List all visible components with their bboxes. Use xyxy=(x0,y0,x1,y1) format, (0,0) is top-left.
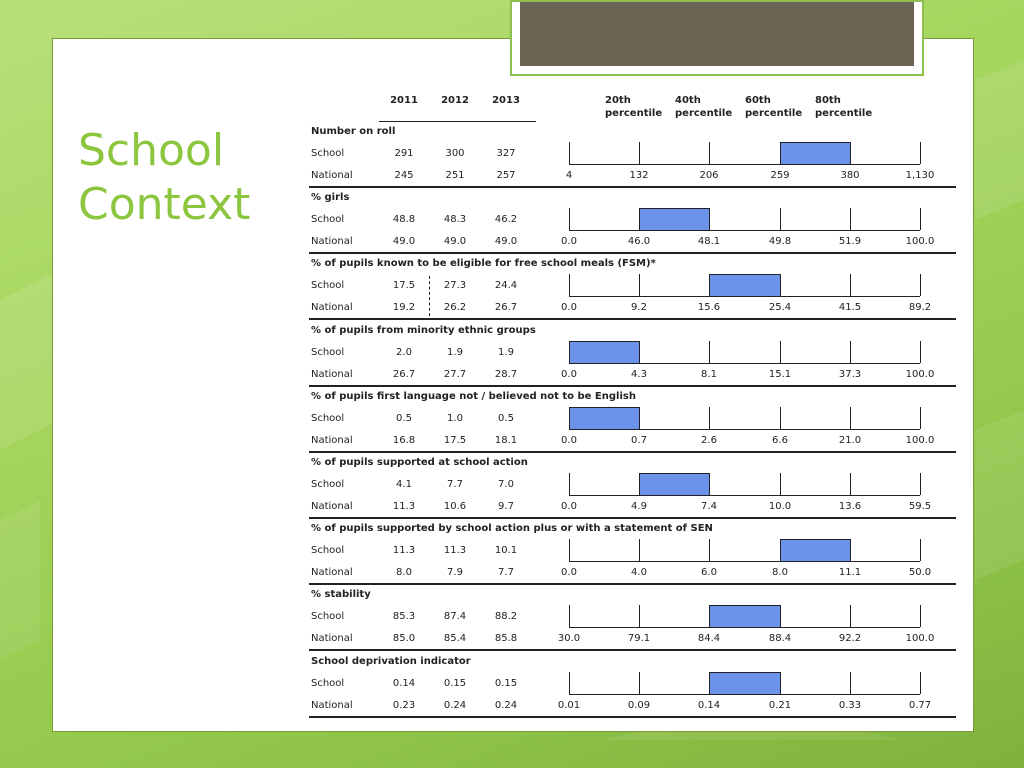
percentile-tick xyxy=(569,672,570,694)
percentile-scale-value: 15.6 xyxy=(697,302,721,314)
percentile-scale-value: 50.0 xyxy=(908,567,932,579)
year-header: 2011 xyxy=(390,95,418,106)
national-row-label: National xyxy=(311,434,353,446)
percentile-scale-value: 100.0 xyxy=(905,236,935,248)
percentile-scale-value: 25.4 xyxy=(768,302,792,314)
national-value: 17.5 xyxy=(443,434,467,446)
percentile-scale-value: 0.0 xyxy=(561,368,577,380)
percentile-scale-value: 6.6 xyxy=(772,434,788,446)
percentile-baseline xyxy=(569,561,920,562)
national-value: 9.7 xyxy=(498,501,514,512)
percentile-tick xyxy=(639,142,640,164)
national-value: 251 xyxy=(445,170,465,181)
percentile-scale-value: 84.4 xyxy=(697,633,721,645)
percentile-scale-value: 0.09 xyxy=(627,699,651,711)
percentile-tick xyxy=(569,142,570,164)
national-value: 11.3 xyxy=(392,501,416,512)
percentile-tick xyxy=(920,208,921,230)
percentile-baseline xyxy=(569,495,920,496)
percentile-header-line2: percentile xyxy=(605,108,663,119)
school-value: 4.1 xyxy=(396,479,412,490)
percentile-header-line1: 40th xyxy=(675,95,701,106)
percentile-tick xyxy=(709,407,710,429)
percentile-tick xyxy=(920,341,921,363)
section-label: % girls xyxy=(311,192,350,204)
year-header: 2012 xyxy=(441,95,469,106)
national-value: 7.9 xyxy=(447,567,463,579)
school-row-label: School xyxy=(311,677,345,689)
school-row-label: School xyxy=(311,214,345,226)
percentile-tick xyxy=(639,539,640,561)
percentile-scale-value: 46.0 xyxy=(627,236,651,248)
percentile-scale-value: 48.1 xyxy=(697,236,721,248)
percentile-tick xyxy=(709,672,710,694)
national-row-label: National xyxy=(311,699,353,711)
percentile-tick xyxy=(850,274,851,296)
percentile-scale-value: 2.6 xyxy=(701,434,717,446)
percentile-band-highlight xyxy=(780,539,851,562)
percentile-scale-value: 0.21 xyxy=(768,699,792,711)
school-value: 1.0 xyxy=(447,412,463,424)
percentile-tick xyxy=(850,341,851,363)
percentile-tick xyxy=(709,473,710,495)
percentile-band-highlight xyxy=(709,274,781,297)
percentile-tick xyxy=(709,208,710,230)
percentile-tick xyxy=(569,605,570,627)
percentile-tick xyxy=(920,142,921,164)
percentile-tick xyxy=(920,672,921,694)
percentile-scale-value: 6.0 xyxy=(701,567,717,579)
section-label: Number on roll xyxy=(311,126,396,137)
percentile-tick xyxy=(850,407,851,429)
percentile-scale-value: 0.0 xyxy=(561,434,577,446)
national-value: 27.7 xyxy=(443,368,467,380)
percentile-tick xyxy=(920,539,921,561)
school-row-label: School xyxy=(311,148,345,159)
school-row-label: School xyxy=(311,280,345,292)
national-value: 49.0 xyxy=(392,236,416,248)
percentile-scale-value: 8.0 xyxy=(772,567,788,579)
percentile-scale-value: 9.2 xyxy=(631,302,647,314)
header-underline xyxy=(379,121,536,122)
school-value: 0.5 xyxy=(498,412,514,424)
national-row-label: National xyxy=(311,368,353,380)
percentile-scale-value: 59.5 xyxy=(908,501,932,512)
percentile-band-highlight xyxy=(569,407,640,430)
percentile-scale-value: 30.0 xyxy=(557,633,581,645)
school-value: 85.3 xyxy=(392,611,416,623)
percentile-scale-value: 100.0 xyxy=(905,633,935,645)
school-row-label: School xyxy=(311,346,345,358)
percentile-scale-value: 1,130 xyxy=(905,170,935,181)
percentile-scale-value: 89.2 xyxy=(908,302,932,314)
school-value: 10.1 xyxy=(494,545,518,557)
national-row-label: National xyxy=(311,501,353,512)
percentile-scale-value: 380 xyxy=(840,170,860,181)
school-value: 24.4 xyxy=(494,280,518,292)
percentile-tick xyxy=(920,407,921,429)
percentile-tick xyxy=(709,605,710,627)
percentile-header-line2: percentile xyxy=(675,108,733,119)
percentile-scale-value: 37.3 xyxy=(838,368,862,380)
percentile-scale-value: 100.0 xyxy=(905,368,935,380)
percentile-tick xyxy=(780,208,781,230)
percentile-tick xyxy=(780,672,781,694)
section-divider xyxy=(309,517,956,519)
percentile-tick xyxy=(639,605,640,627)
percentile-tick xyxy=(569,341,570,363)
section-label: % of pupils supported at school action xyxy=(311,457,528,468)
percentile-tick xyxy=(569,208,570,230)
percentile-scale-value: 0.33 xyxy=(838,699,862,711)
percentile-tick xyxy=(709,274,710,296)
school-value: 0.14 xyxy=(392,677,416,689)
percentile-baseline xyxy=(569,164,920,165)
section-label: % of pupils first language not / believed not to be English xyxy=(311,390,636,402)
section-divider xyxy=(309,649,956,651)
percentile-tick xyxy=(639,672,640,694)
percentile-baseline xyxy=(569,429,920,430)
percentile-scale-value: 92.2 xyxy=(838,633,862,645)
percentile-scale-value: 0.14 xyxy=(697,699,721,711)
school-value: 2.0 xyxy=(396,346,412,358)
percentile-tick xyxy=(850,672,851,694)
percentile-scale-value: 10.0 xyxy=(768,501,792,512)
section-label: % of pupils known to be eligible for free school meals (FSM)* xyxy=(311,258,656,270)
school-value: 17.5 xyxy=(392,280,416,292)
percentile-tick xyxy=(569,473,570,495)
school-value: 7.7 xyxy=(447,479,463,490)
percentile-tick xyxy=(850,473,851,495)
percentile-scale-value: 13.6 xyxy=(838,501,862,512)
school-value: 327 xyxy=(496,148,516,159)
percentile-tick xyxy=(709,142,710,164)
national-value: 18.1 xyxy=(494,434,518,446)
school-value: 11.3 xyxy=(392,545,416,557)
national-value: 26.7 xyxy=(392,368,416,380)
percentile-band-highlight xyxy=(709,605,781,628)
percentile-header-line2: percentile xyxy=(745,108,803,119)
percentile-baseline xyxy=(569,363,920,364)
percentile-header-line1: 80th xyxy=(815,95,841,106)
national-value: 10.6 xyxy=(443,501,467,512)
percentile-tick xyxy=(639,208,640,230)
school-value: 0.5 xyxy=(396,412,412,424)
percentile-tick xyxy=(780,407,781,429)
percentile-tick xyxy=(780,473,781,495)
percentile-scale-value: 100.0 xyxy=(905,434,935,446)
percentile-tick xyxy=(569,539,570,561)
percentile-scale-value: 4.9 xyxy=(631,501,647,512)
percentile-tick xyxy=(780,341,781,363)
percentile-tick xyxy=(850,539,851,561)
section-divider xyxy=(309,186,956,188)
percentile-baseline xyxy=(569,627,920,628)
section-divider xyxy=(309,318,956,320)
percentile-band-highlight xyxy=(639,473,710,496)
national-value: 245 xyxy=(394,170,414,181)
national-value: 26.7 xyxy=(494,302,518,314)
school-row-label: School xyxy=(311,412,345,424)
school-value: 1.9 xyxy=(447,346,463,358)
school-value: 1.9 xyxy=(498,346,514,358)
school-value: 48.8 xyxy=(392,214,416,226)
percentile-tick xyxy=(780,142,781,164)
school-value: 0.15 xyxy=(443,677,467,689)
national-row-label: National xyxy=(311,567,353,579)
section-label: School deprivation indicator xyxy=(311,655,471,667)
section-divider xyxy=(309,583,956,585)
percentile-tick xyxy=(639,274,640,296)
school-value: 46.2 xyxy=(494,214,518,226)
percentile-tick xyxy=(850,142,851,164)
section-label: % of pupils supported by school action plus or with a statement of SEN xyxy=(311,523,713,535)
national-value: 0.23 xyxy=(392,699,416,711)
percentile-header-line1: 20th xyxy=(605,95,631,106)
national-value: 0.24 xyxy=(443,699,467,711)
percentile-scale-value: 11.1 xyxy=(838,567,862,579)
percentile-scale-value: 15.1 xyxy=(768,368,792,380)
percentile-band-highlight xyxy=(639,208,710,231)
section-divider xyxy=(309,252,956,254)
percentile-scale-value: 4.0 xyxy=(631,567,647,579)
percentile-band-highlight xyxy=(569,341,640,364)
slide-title-line-1: School xyxy=(78,125,225,176)
percentile-tick xyxy=(920,605,921,627)
school-value: 87.4 xyxy=(443,611,467,623)
percentile-baseline xyxy=(569,296,920,297)
national-value: 85.4 xyxy=(443,633,467,645)
national-row-label: National xyxy=(311,170,353,181)
percentile-tick xyxy=(639,407,640,429)
percentile-scale-value: 0.0 xyxy=(561,501,577,512)
percentile-scale-value: 206 xyxy=(699,170,719,181)
percentile-scale-value: 4.3 xyxy=(631,368,647,380)
percentile-tick xyxy=(780,539,781,561)
percentile-band-highlight xyxy=(709,672,781,695)
national-value: 85.0 xyxy=(392,633,416,645)
percentile-scale-value: 0.77 xyxy=(908,699,932,711)
percentile-scale-value: 4 xyxy=(565,170,573,181)
national-value: 0.24 xyxy=(494,699,518,711)
percentile-scale-value: 88.4 xyxy=(768,633,792,645)
school-value: 300 xyxy=(445,148,465,159)
school-row-label: School xyxy=(311,479,345,490)
percentile-scale-value: 0.0 xyxy=(561,567,577,579)
percentile-header-line1: 60th xyxy=(745,95,771,106)
national-value: 257 xyxy=(496,170,516,181)
percentile-baseline xyxy=(569,230,920,231)
percentile-tick xyxy=(780,274,781,296)
percentile-tick xyxy=(639,341,640,363)
section-divider xyxy=(309,385,956,387)
year-header: 2013 xyxy=(492,95,520,106)
section-divider xyxy=(309,451,956,453)
national-value: 8.0 xyxy=(396,567,412,579)
school-value: 0.15 xyxy=(494,677,518,689)
percentile-tick xyxy=(850,605,851,627)
school-value: 291 xyxy=(394,148,414,159)
percentile-scale-value: 0.0 xyxy=(561,236,577,248)
percentile-tick xyxy=(709,341,710,363)
percentile-scale-value: 132 xyxy=(629,170,649,181)
national-value: 85.8 xyxy=(494,633,518,645)
national-value: 49.0 xyxy=(443,236,467,248)
national-row-label: National xyxy=(311,633,353,645)
school-row-label: School xyxy=(311,611,345,623)
percentile-tick xyxy=(709,539,710,561)
percentile-baseline xyxy=(569,694,920,695)
percentile-band-highlight xyxy=(780,142,851,165)
national-value: 28.7 xyxy=(494,368,518,380)
section-label: % of pupils from minority ethnic groups xyxy=(311,324,536,336)
school-row-label: School xyxy=(311,545,345,557)
percentile-scale-value: 79.1 xyxy=(627,633,651,645)
section-divider xyxy=(309,716,956,718)
slide-title-line-2: Context xyxy=(78,179,251,230)
school-value: 48.3 xyxy=(443,214,467,226)
national-value: 19.2 xyxy=(392,302,416,314)
percentile-tick xyxy=(920,274,921,296)
school-value: 27.3 xyxy=(443,280,467,292)
school-value: 88.2 xyxy=(494,611,518,623)
national-value: 49.0 xyxy=(494,236,518,248)
year-separator-dashed xyxy=(429,276,430,316)
percentile-tick xyxy=(569,274,570,296)
percentile-scale-value: 8.1 xyxy=(701,368,717,380)
percentile-tick xyxy=(850,208,851,230)
percentile-scale-value: 49.8 xyxy=(768,236,792,248)
percentile-tick xyxy=(780,605,781,627)
percentile-tick xyxy=(569,407,570,429)
percentile-tick xyxy=(920,473,921,495)
school-value: 7.0 xyxy=(498,479,514,490)
national-row-label: National xyxy=(311,302,353,314)
national-value: 16.8 xyxy=(392,434,416,446)
percentile-header-line2: percentile xyxy=(815,108,873,119)
percentile-scale-value: 0.01 xyxy=(557,699,581,711)
national-row-label: National xyxy=(311,236,353,248)
percentile-scale-value: 0.0 xyxy=(561,302,577,314)
school-value: 11.3 xyxy=(443,545,467,557)
percentile-scale-value: 51.9 xyxy=(838,236,862,248)
percentile-scale-value: 21.0 xyxy=(838,434,862,446)
section-label: % stability xyxy=(311,589,371,601)
national-value: 26.2 xyxy=(443,302,467,314)
national-value: 7.7 xyxy=(498,567,514,579)
percentile-scale-value: 41.5 xyxy=(838,302,862,314)
percentile-scale-value: 7.4 xyxy=(701,501,717,512)
percentile-scale-value: 259 xyxy=(770,170,790,181)
percentile-tick xyxy=(639,473,640,495)
percentile-scale-value: 0.7 xyxy=(631,434,647,446)
